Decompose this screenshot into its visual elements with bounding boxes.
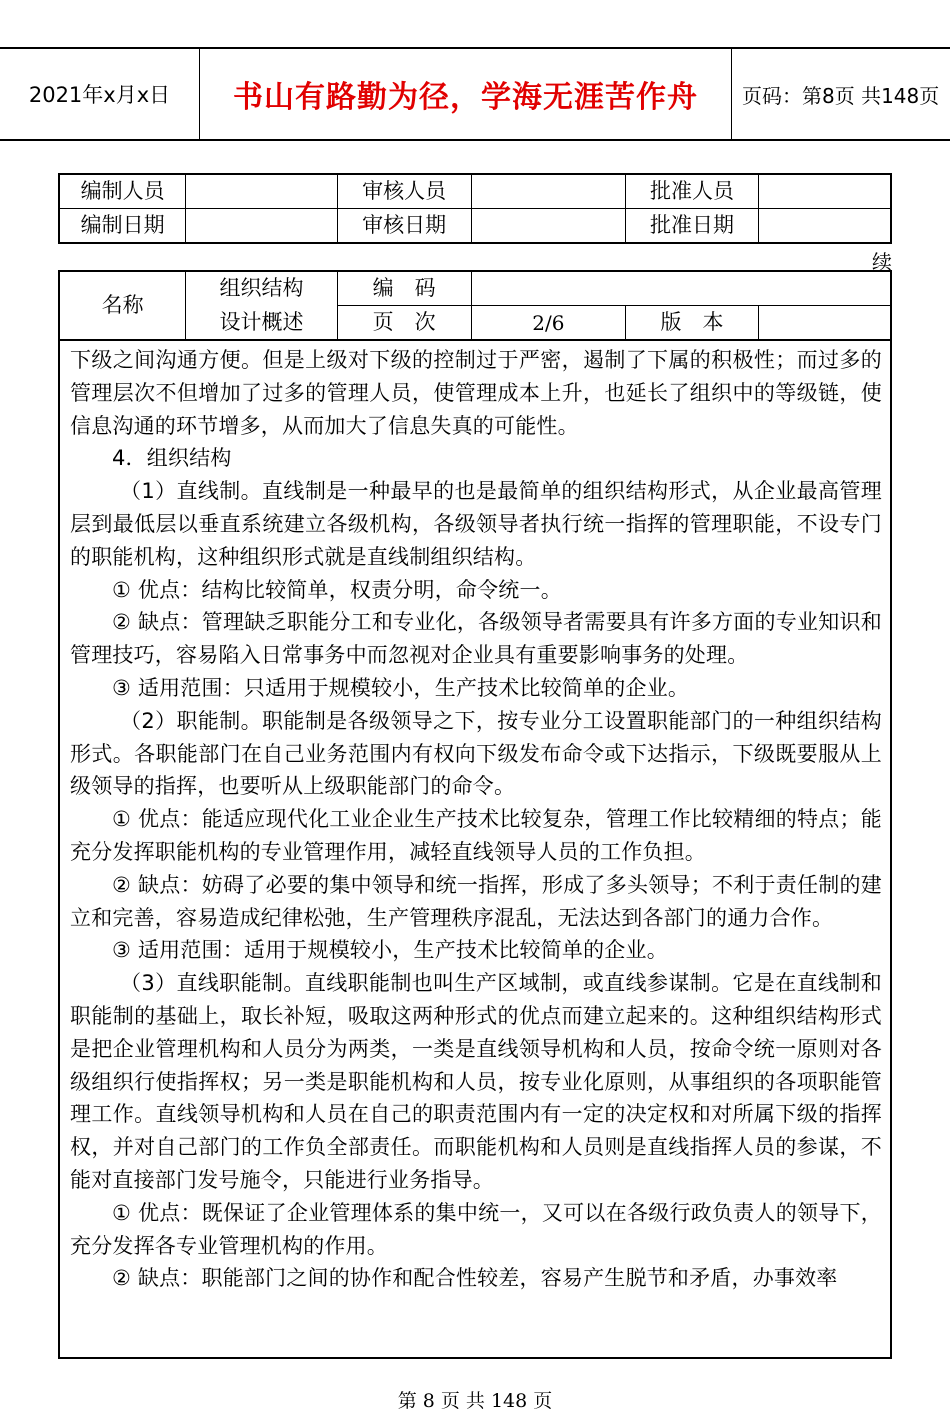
paragraph: ③ 适用范围：只适用于规模较小，生产技术比较简单的企业。 [112,675,690,700]
paragraph: ② 缺点：职能部门之间的协作和配合性较差，容易产生脱节和矛盾，办事效率 [112,1266,838,1291]
paragraph: （3）直线职能制。直线职能制也叫生产区域制，或直线参谋制。它是在直线制和职能制的基础上，取长补短，吸取这两种形式的优点而建立起来的。这种组织结构形式是把企业管理机构和人员分为两类，一类是直线领导机构和人员，按命令统一原则对各级组织行使指挥权；另一类是职能机构和人员，按专业化原则，从事组织的各项职能管理工作。直线领导机构和人员在自己的职责范围内有一定的决定权和对所属下级的指挥权，并对自己部门的工作负全部责任。而职能机构和人员则是直线指挥人员的参谋，不能对直接部门发号施令，只能进行业务指导。 [70,971,882,1192]
code-value [471,271,891,306]
approval-table [58,173,892,244]
name-value-line1: 组织结构 [186,271,338,306]
paragraph: ① 优点：能适应现代化工业企业生产技术比较复杂，管理工作比较精细的特点；能充分发挥职能机构的专业管理作用，减轻直线领导人员的工作负担。 [70,807,882,864]
name-label: 名称 [59,271,186,340]
table-row [59,209,891,244]
paragraph: 下级之间沟通方便。但是上级对下级的控制过于严密，遏制了下属的积极性；而过多的管理层次不但增加了过多的管理人员，使管理成本上升，也延长了组织中的等级链，使信息沟通的环节增多，从而加大了信息失真的可能性。 [70,348,882,438]
document-info-table [58,270,892,341]
reviewed-date-label: 审核日期 [337,209,471,244]
prepared-date-value [186,209,338,244]
paragraph: （1）直线制。直线制是一种最早的也是最简单的组织结构形式，从企业最高管理层到最低层以垂直系统建立各级机构，各级领导者执行统一指挥的管理职能，不设专门的职能机构，这种组织形式就是直线制组织结构。 [70,479,882,569]
approved-date-label: 批准日期 [626,209,759,244]
prepared-by-label: 编制人员 [59,174,186,209]
name-value-line2: 设计概述 [186,306,338,341]
prepared-date-label: 编制日期 [59,209,186,244]
page-header [0,47,950,141]
version-value [758,306,891,341]
page-footer: 第 8 页 共 148 页 [397,1390,553,1412]
paragraph: ① 优点：既保证了企业管理体系的集中统一，又可以在各级行政负责人的领导下，充分发挥各专业管理机构的作用。 [70,1200,882,1258]
reviewed-date-value [471,209,626,244]
header-page-info: 页码：第8页 共148页 [742,83,940,108]
reviewed-by-value [471,174,626,209]
code-label: 编 码 [337,271,471,306]
paragraph: ③ 适用范围：适用于规模较小，生产技术比较简单的企业。 [112,938,668,963]
body-text [70,344,882,1295]
approved-date-value [758,209,891,244]
approved-by-label: 批准人员 [626,174,759,209]
reviewed-by-label: 审核人员 [337,174,471,209]
paragraph: ② 缺点：管理缺乏职能分工和专业化，各级领导者需要具有许多方面的专业知识和管理技巧，容易陷入日常事务中而忽视对企业具有重要影响事务的处理。 [70,610,882,668]
table-row [59,174,891,209]
paragraph: （2）职能制。职能制是各级领导之下，按专业分工设置职能部门的一种组织结构形式。各职能部门在自己业务范围内有权向下级发布命令或下达指示，下级既要服从上级领导的指挥，也要听从上级职能部门的命令。 [70,708,882,799]
page-value: 2/6 [471,306,626,341]
header-motto: 书山有路勤为径，学海无涯苦作舟 [200,49,732,139]
continued-label: 续 [872,250,892,274]
approved-by-value [758,174,891,209]
header-date: 2021年x月x日 [0,49,200,139]
paragraph: ① 优点：结构比较简单，权责分明，命令统一。 [112,577,562,602]
table-row [59,271,891,306]
version-label: 版 本 [626,306,759,341]
paragraph: ② 缺点：妨碍了必要的集中领导和统一指挥，形成了多头领导；不利于责任制的建立和完善，容易造成纪律松弛，生产管理秩序混乱，无法达到各部门的通力合作。 [70,872,882,930]
page-label: 页 次 [337,306,471,341]
prepared-by-value [186,174,338,209]
section-heading: 4．组织结构 [112,446,232,471]
